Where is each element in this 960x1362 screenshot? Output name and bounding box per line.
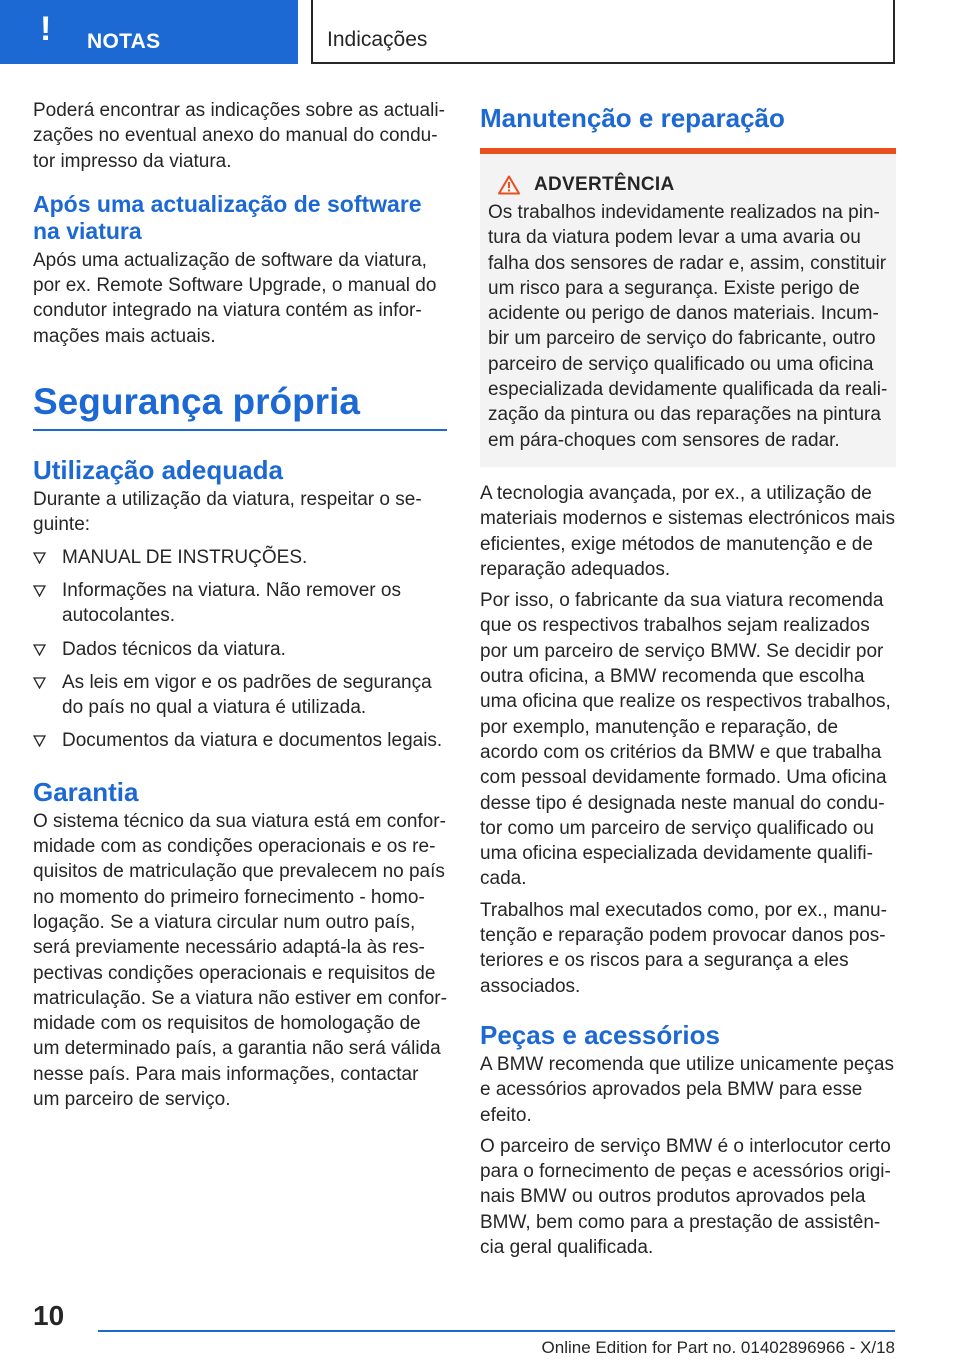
warning-triangle-icon bbox=[498, 175, 520, 195]
update-paragraph: Após uma actualização de software da viatura, por ex. Remote Software Upgrade, o manual do condutor integrado na viatura contém as informações mais actuais. bbox=[33, 249, 437, 347]
warning-box bbox=[480, 154, 896, 467]
safety-heading-rule bbox=[33, 429, 447, 431]
maintenance-paragraph-3: Trabalhos mal executados como, por ex., manutenção e reparação podem provocar danos posteriores e os riscos para a segurança a eles associados. bbox=[480, 899, 887, 997]
proper-use-heading: Utilização adequada bbox=[33, 455, 283, 486]
edition-footer: Online Edition for Part no. 01402896966 - X/18 bbox=[541, 1338, 895, 1357]
header-tab bbox=[0, 0, 298, 64]
list-item-text: Documentos da viatura e documentos legais. bbox=[62, 730, 443, 752]
safety-heading: Segurança própria bbox=[33, 381, 360, 423]
left-column bbox=[33, 98, 447, 1112]
section-header-box bbox=[311, 0, 895, 64]
warranty-paragraph: O sistema técnico da sua viatura está em conformidade com as condições operacionais e os requisitos de matriculação que prevalecem no país no momento do primeiro fornecimento - homologação. Se a viatura circular num outro país, será previamente necessário adaptá-la às respectivas condições operacionais e requisitos de matriculação. Se a viatura não estiver em conformidade com os requisitos de homologação de um determinado país, a garantia não será válida nesse país. Para mais informações, contactar um parceiro de serviço. bbox=[33, 810, 447, 1111]
parts-paragraph-1: A BMW recomenda que utilize unicamente peças e acessórios aprovados pela BMW para esse efeito. bbox=[480, 1053, 894, 1126]
list-item bbox=[33, 637, 447, 662]
list-item-text: As leis em vigor e os padrões de segurança do país no qual a viatura é utilizada. bbox=[62, 671, 432, 719]
proper-use-paragraph: Durante a utilização da viatura, respeitar o seguinte: bbox=[33, 489, 422, 536]
warning-title: ADVERTÊNCIA bbox=[534, 174, 675, 195]
bullet-triangle-icon bbox=[33, 734, 46, 747]
right-column bbox=[480, 98, 896, 1260]
parts-paragraph-2: O parceiro de serviço BMW é o interlocutor certo para o fornecimento de peças e acessórios originais BMW ou outros produtos aprovados pela BMW, bem como para a prestação de assistência geral qualificada. bbox=[480, 1135, 891, 1258]
list-item-text: Informações na viatura. Não remover os autocolantes. bbox=[62, 579, 401, 627]
footer-rule bbox=[98, 1330, 895, 1332]
maintenance-paragraph-2: Por isso, o fabricante da sua viatura recomenda que os respectivos trabalhos sejam realizados por um parceiro de serviço BMW. Se decidir por outra oficina, a BMW recomenda que escolha uma oficina que realize os respectivos trabalhos, por exemplo, manutenção e reparação, de acordo com os critérios da BMW e que trabalha com pessoal devidamente formado. Uma oficina desse tipo é designada neste manual do condutor como um parceiro de serviço qualificado ou uma oficina especializada devidamente qualificada. bbox=[480, 590, 891, 890]
list-item bbox=[33, 545, 447, 570]
maintenance-heading: Manutenção e reparação bbox=[480, 103, 785, 133]
update-heading: Após uma actualização de software na viatura bbox=[33, 190, 422, 244]
maintenance-paragraph-1: A tecnologia avançada, por ex., a utilização de materiais modernos e sistemas electrónicos mais eficientes, exige métodos de manutenção e de reparação adequados. bbox=[480, 482, 895, 580]
page-number: 10 bbox=[33, 1300, 65, 1331]
list-item-text: Dados técnicos da viatura. bbox=[62, 638, 286, 660]
warranty-heading: Garantia bbox=[33, 776, 139, 807]
chapter-label: NOTAS bbox=[87, 30, 161, 53]
bullet-triangle-icon bbox=[33, 551, 46, 564]
list-item bbox=[33, 578, 447, 629]
list-item-text: MANUAL DE INSTRUÇÕES. bbox=[62, 546, 308, 568]
warning-text: Os trabalhos indevidamente realizados na pintura da viatura podem levar a uma avaria ou falha dos sensores de radar e, assim, constituir um risco para a segurança. Existe perigo de acidente ou perigo de danos materiais. Incumbir um parceiro de serviço do fabricante, outro parceiro de serviço qualificado ou uma oficina especializada devidamente qualificada da realização da pintura ou das reparações na pintura em pára-choques com sensores de radar. bbox=[488, 202, 888, 451]
exclamation-icon: ! bbox=[40, 10, 52, 48]
proper-use-list bbox=[33, 545, 447, 754]
list-item bbox=[33, 670, 447, 721]
parts-heading: Peças e acessórios bbox=[480, 1019, 720, 1050]
warning-title-row bbox=[488, 174, 888, 196]
intro-paragraph: Poderá encontrar as indicações sobre as actualizações no eventual anexo do manual do condutor impresso da viatura. bbox=[33, 100, 445, 172]
bullet-triangle-icon bbox=[33, 676, 46, 689]
bullet-triangle-icon bbox=[33, 643, 46, 656]
section-label: Indicações bbox=[327, 28, 428, 51]
list-item bbox=[33, 728, 447, 753]
bullet-triangle-icon bbox=[33, 584, 46, 597]
